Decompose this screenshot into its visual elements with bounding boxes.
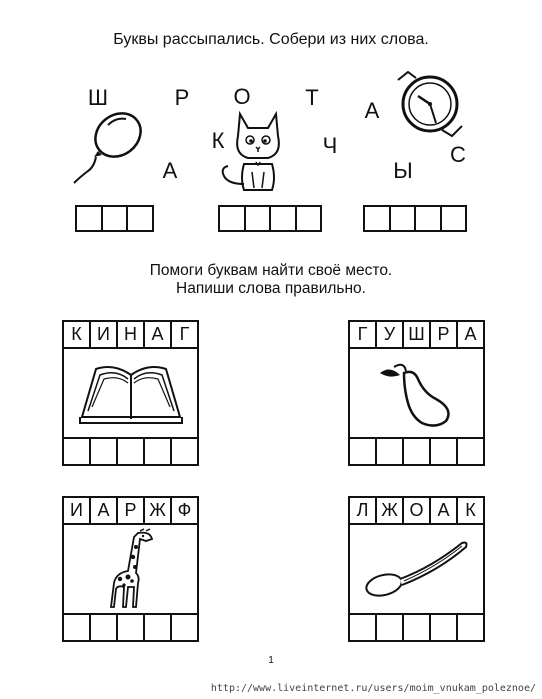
answer-row [363, 205, 467, 232]
answer-cell[interactable] [116, 437, 145, 466]
letter-cell: Ш [402, 320, 431, 349]
letter-cell: Ж [143, 496, 172, 525]
letter-cell: А [456, 320, 485, 349]
letter-cell: А [429, 496, 458, 525]
task2-title-line2: Напиши слова правильно. [176, 280, 366, 297]
answer-cell[interactable] [116, 613, 145, 642]
picture-frame [62, 347, 199, 439]
answer-cell[interactable] [402, 437, 431, 466]
letter-cell: Г [170, 320, 199, 349]
answer-row [62, 437, 199, 466]
picture-frame [348, 347, 485, 439]
letter-cell: О [402, 496, 431, 525]
answer-cell[interactable] [456, 613, 485, 642]
scattered-letter: О [233, 84, 251, 109]
answer-cell[interactable] [143, 613, 172, 642]
answer-cell[interactable] [414, 205, 442, 232]
answer-cell[interactable] [375, 437, 404, 466]
answer-cell[interactable] [170, 437, 199, 466]
scattered-letter: К [211, 128, 225, 153]
letter-row [348, 496, 485, 525]
letter-cell: И [89, 320, 118, 349]
scattered-letter: Т [305, 85, 319, 110]
answer-cell[interactable] [75, 205, 103, 232]
book-icon [78, 361, 184, 425]
scattered-letter: Ы [393, 158, 413, 183]
answer-cell[interactable] [402, 613, 431, 642]
scattered-letter: Ш [87, 85, 109, 110]
task2-title-line1: Помоги буквам найти своё место. [149, 262, 393, 279]
answer-row [348, 437, 485, 466]
answer-cell[interactable] [389, 205, 417, 232]
picture-frame [62, 523, 199, 615]
letter-cell: Н [116, 320, 145, 349]
answer-cell[interactable] [101, 205, 129, 232]
scattered-letter: Ч [322, 133, 338, 158]
letter-cell: К [62, 320, 91, 349]
answer-cell[interactable] [429, 437, 458, 466]
answer-cell[interactable] [375, 613, 404, 642]
letter-row [62, 496, 199, 525]
pear-icon [374, 359, 464, 429]
picture-frame [348, 523, 485, 615]
answer-cell[interactable] [126, 205, 154, 232]
letter-cell: Ж [375, 496, 404, 525]
spoon-icon [362, 537, 474, 603]
answer-cell[interactable] [62, 613, 91, 642]
scattered-letter: Р [174, 85, 190, 110]
answer-row [75, 205, 154, 232]
answer-cell[interactable] [440, 205, 468, 232]
letter-row [62, 320, 199, 349]
answer-cell[interactable] [348, 437, 377, 466]
answer-cell[interactable] [218, 205, 246, 232]
giraffe-icon [106, 527, 156, 611]
watermark-url: http://www.liveinternet.ru/users/moim_vnukam_poleznoe/ [210, 683, 536, 694]
scattered-letter: А [162, 158, 178, 183]
letter-cell: А [143, 320, 172, 349]
answer-cell[interactable] [429, 613, 458, 642]
letter-cell: Ф [170, 496, 199, 525]
answer-cell[interactable] [89, 613, 118, 642]
answer-cell[interactable] [89, 437, 118, 466]
answer-row [62, 613, 199, 642]
task1-title: Буквы рассыпались. Собери из них слова. [113, 31, 429, 48]
answer-cell[interactable] [62, 437, 91, 466]
answer-cell[interactable] [269, 205, 297, 232]
letter-cell: Р [116, 496, 145, 525]
answer-cell[interactable] [244, 205, 272, 232]
answer-cell[interactable] [143, 437, 172, 466]
answer-row [218, 205, 322, 232]
letter-row [348, 320, 485, 349]
letter-cell: Р [429, 320, 458, 349]
answer-cell[interactable] [348, 613, 377, 642]
letter-cell: И [62, 496, 91, 525]
answer-cell[interactable] [363, 205, 391, 232]
balloon-icon [68, 105, 148, 187]
page-number: 1 [268, 655, 274, 666]
scattered-letter: А [364, 98, 380, 123]
letter-cell: Л [348, 496, 377, 525]
scattered-letter: С [450, 142, 466, 167]
answer-row [348, 613, 485, 642]
answer-cell[interactable] [295, 205, 323, 232]
answer-cell[interactable] [170, 613, 199, 642]
letter-cell: У [375, 320, 404, 349]
letter-cell: К [456, 496, 485, 525]
answer-cell[interactable] [456, 437, 485, 466]
letter-cell: А [89, 496, 118, 525]
task2-title [0, 262, 542, 298]
wristwatch-icon [392, 68, 466, 138]
kitten-icon [218, 108, 300, 194]
letter-cell: Г [348, 320, 377, 349]
